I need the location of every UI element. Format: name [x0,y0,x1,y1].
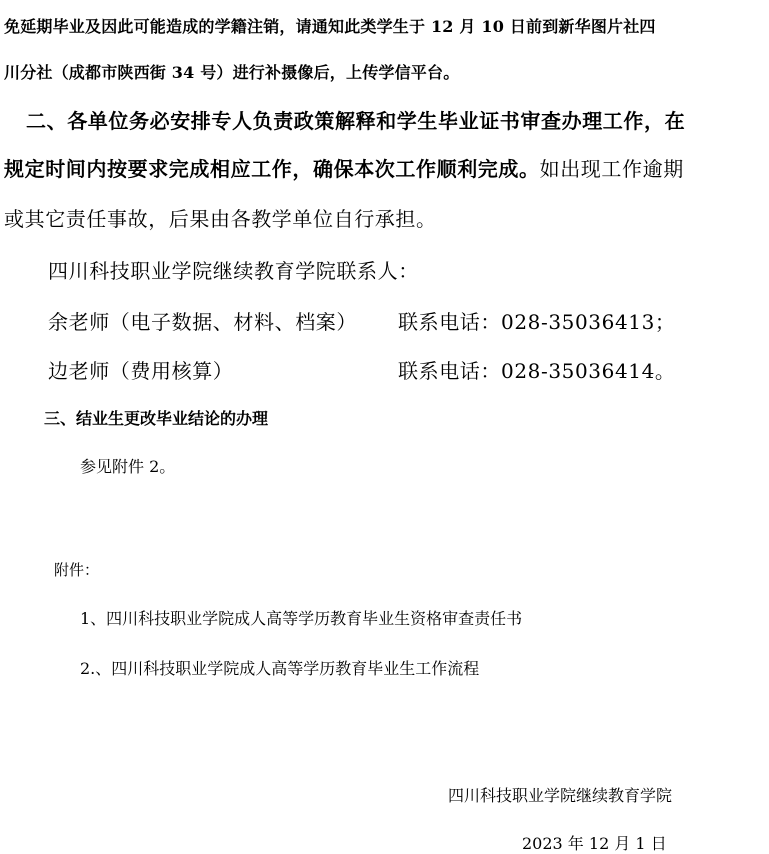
signature-org: 四川科技职业学院继续教育学院 [448,786,673,805]
section3-body: 参见附件 2。 [80,457,176,476]
attachments-label: 附件： [54,561,100,579]
para2-line3: 或其它责任事故，后果由各教学单位自行承担。 [4,207,437,231]
section3-heading: 三、结业生更改毕业结论的办理 [44,409,269,428]
contact-name-1: 余老师（电子数据、材料、档案） [48,310,357,334]
contact-name-2: 边老师（费用核算） [48,359,234,383]
para2-line2 [4,153,684,182]
attachment-item-1: 1、四川科技职业学院成人高等学历教育毕业生资格审查责任书 [80,609,523,628]
para2-line2-bold: 规定时间内按要求完成相应工作，确保本次工作顺利完成。 [4,157,540,181]
para2-line1: 二、各单位务必安排专人负责政策解释和学生毕业证书审查办理工作，在 [26,109,686,133]
para2-line2-normal: 如出现工作逾期 [539,157,684,181]
attachment-item-2: 2.、四川科技职业学院成人高等学历教育毕业生工作流程 [80,659,480,678]
para1-line2: 川分社（成都市陕西街 34 号）进行补摄像后，上传学信平台。 [4,63,460,82]
para1-line1: 免延期毕业及因此可能造成的学籍注销，请通知此类学生于 12 月 10 日前到新华图片社四 [4,17,656,36]
contacts-heading: 四川科技职业学院继续教育学院联系人： [48,259,419,283]
signature-date: 2023 年 12 月 1 日 [522,834,667,853]
contact-phone-2: 联系电话：028-35036414。 [398,359,676,383]
contact-phone-1: 联系电话：028-35036413； [398,310,676,334]
